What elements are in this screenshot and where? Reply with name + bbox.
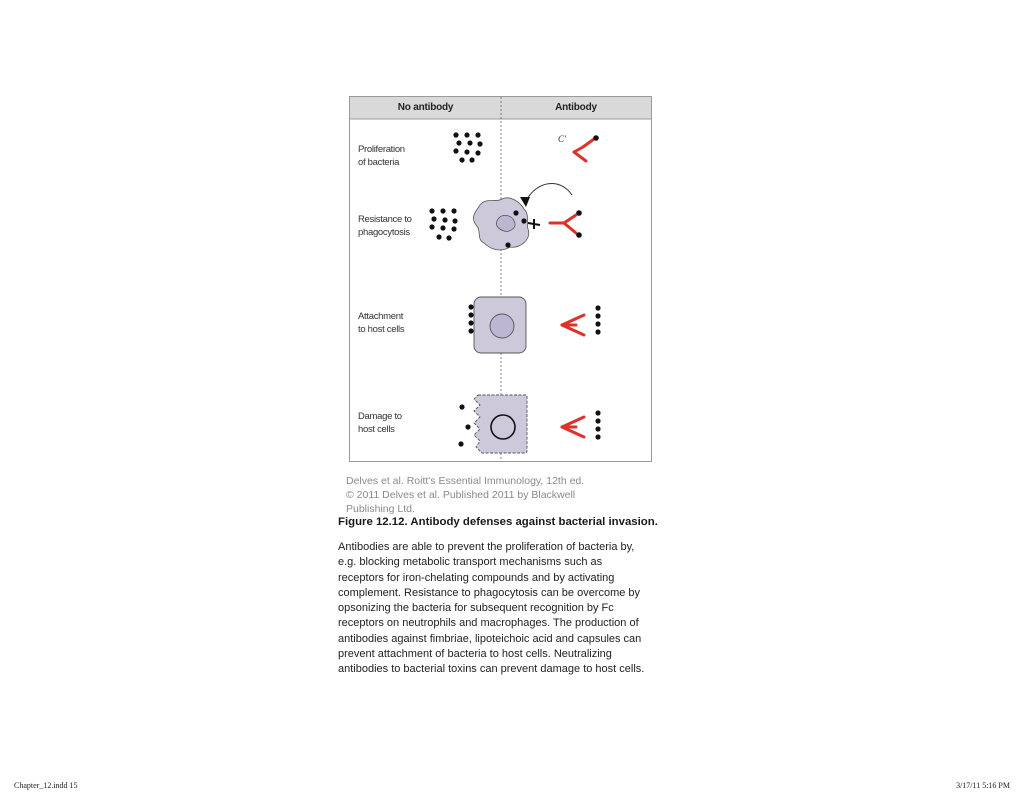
- toxin-bound-row4: [595, 410, 600, 439]
- figure-credit: [346, 474, 646, 516]
- caption-body: [338, 540, 678, 678]
- bacterium-opsonized: [505, 242, 510, 247]
- bacterium-opsonized: [521, 218, 526, 223]
- footer-file-name: Chapter_12.indd 15: [14, 781, 78, 790]
- row-label-damage: Damage to host cells: [358, 411, 402, 435]
- footer-timestamp: 3/17/11 5:16 PM: [956, 781, 1010, 790]
- bacterium-opsonized: [513, 210, 518, 215]
- credit-line: Delves et al. Roitt's Essential Immunology, 12th ed.: [346, 475, 585, 487]
- figure-panel: [349, 96, 652, 462]
- caption-line: receptors on neutrophils and macrophages. The production of: [338, 617, 639, 630]
- row-label-phagocytosis: Resistance to phagocytosis: [358, 214, 412, 238]
- header-no-antibody: No antibody: [397, 102, 454, 113]
- caption-line: receptors for iron-chelating compounds and by activating: [338, 571, 615, 584]
- caption-line: opsonizing the bacteria for subsequent recognition by Fc: [338, 602, 614, 615]
- antibody-complement-row1: [574, 139, 594, 161]
- host-nucleus-row3: [490, 314, 514, 338]
- caption-line: complement. Resistance to phagocytosis can be overcome by: [338, 586, 641, 599]
- bacterium-bound-row2: [576, 232, 582, 238]
- caption-line: antibodies against fimbriae, lipoteichoic acid and capsules can: [338, 632, 642, 645]
- caption-line: Antibodies are able to prevent the proliferation of bacteria by,: [338, 541, 635, 553]
- bacteria-cluster-row2: [429, 208, 457, 240]
- caption-line: e.g. blocking metabolic transport mechanisms such as: [338, 556, 603, 569]
- caption-title: Figure 12.12. Antibody defenses against bacterial invasion.: [338, 516, 658, 528]
- bacteria-toxin-row4: [458, 404, 470, 446]
- caption-line: prevent attachment of bacteria to host cells. Neutralizing: [338, 648, 612, 661]
- header-antibody: Antibody: [555, 102, 597, 113]
- caption-line: antibodies to bacterial toxins can prevent damage to host cells.: [338, 663, 645, 676]
- bacterium-bound-row1: [593, 135, 599, 141]
- row-label-attachment: Attachment to host cells: [358, 311, 405, 335]
- credit-line: Publishing Ltd.: [346, 503, 415, 515]
- uptake-arrow: [526, 184, 572, 201]
- bacteria-bound-row3: [595, 305, 600, 334]
- row-label-proliferation: Proliferation of bacteria: [358, 144, 405, 168]
- complement-label: C′: [558, 134, 566, 144]
- bacteria-cluster-row1: [453, 132, 482, 162]
- bacteria-attached-row3: [468, 304, 473, 333]
- fc-receptor: [528, 219, 540, 229]
- antibody-row4: [562, 417, 584, 437]
- antibody-row2: [550, 215, 576, 233]
- damaged-host-cell: [474, 395, 527, 453]
- antibody-row3: [562, 315, 584, 335]
- credit-line: © 2011 Delves et al. Published 2011 by Blackwell: [346, 489, 576, 501]
- bacterium-bound-row2: [576, 210, 582, 216]
- phagocyte-nucleus: [496, 215, 515, 231]
